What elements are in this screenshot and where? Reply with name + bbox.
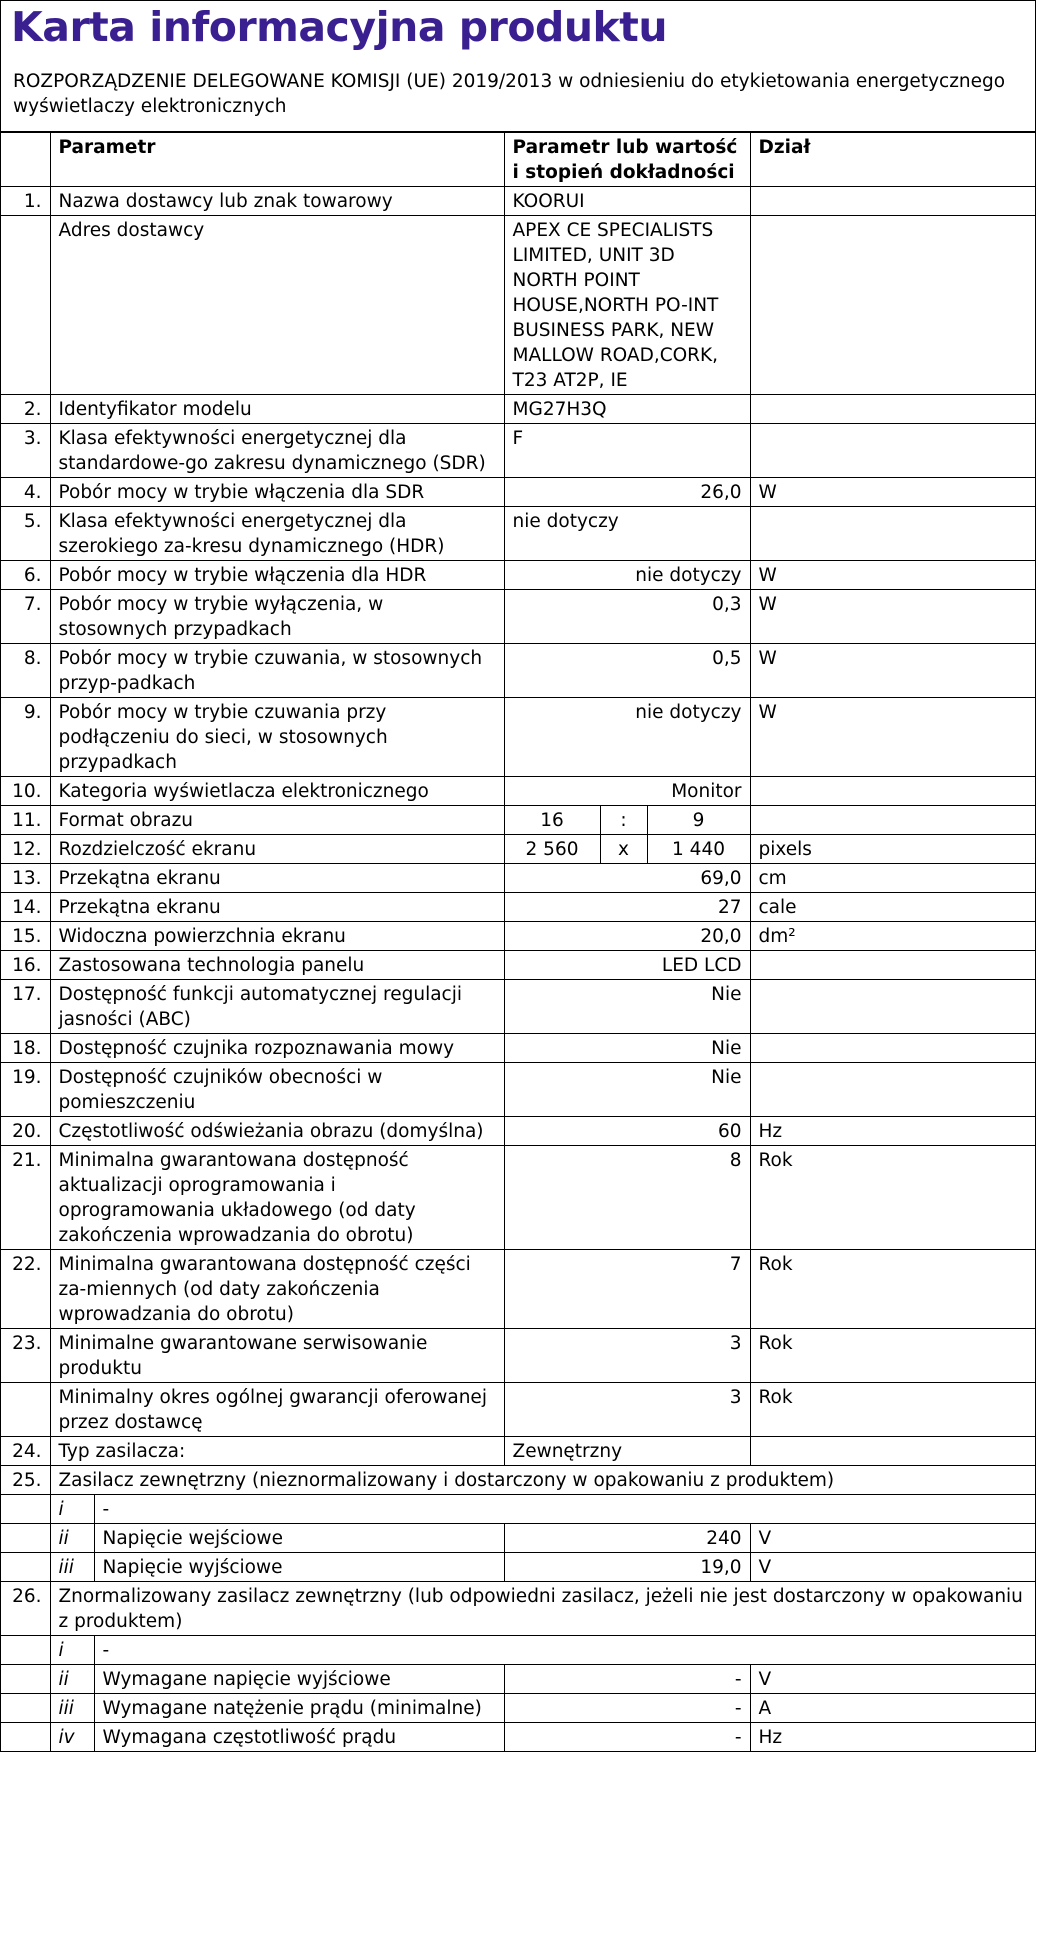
row-number: 2. <box>1 395 50 424</box>
sub-index: iii <box>50 1694 94 1723</box>
row-label: Pobór mocy w trybie czuwania, w stosownych przyp-padkach <box>50 644 504 698</box>
row-value: F <box>504 424 750 478</box>
row-label: Dostępność funkcji automatycznej regulacji jasności (ABC) <box>50 980 504 1034</box>
resolution-height: 1 440 <box>647 835 750 864</box>
row-number: 15. <box>1 922 50 951</box>
row-number: 18. <box>1 1034 50 1063</box>
row-label: Rozdzielczość ekranu <box>50 835 504 864</box>
row-label: Pobór mocy w trybie wyłączenia, w stosownych przypadkach <box>50 590 504 644</box>
row-value: APEX CE SPECIALISTS LIMITED, UNIT 3D NORTH POINT HOUSE,NORTH PO-INT BUSINESS PARK, NEW MALLOW ROAD,CORK, T23 AT2P, IE <box>504 216 750 395</box>
table-row <box>1 424 1035 478</box>
row-label: Minimalna gwarantowana dostępność aktualizacji oprogramowania i oprogramowania układowego (od daty zakończenia wprowadzania do obrotu) <box>50 1146 504 1250</box>
row-unit: Hz <box>750 1117 1035 1146</box>
row-number: 17. <box>1 980 50 1034</box>
row-value: LED LCD <box>504 951 750 980</box>
row-unit: W <box>750 561 1035 590</box>
row-unit <box>750 216 1035 395</box>
sub-row <box>1 1553 1035 1582</box>
section-row-25 <box>1 1466 1035 1495</box>
row-value: nie dotyczy <box>504 561 750 590</box>
row-label: Adres dostawcy <box>50 216 504 395</box>
table-row <box>1 187 1035 216</box>
table-row <box>1 835 1035 864</box>
row-number: 22. <box>1 1250 50 1329</box>
row-value: KOORUI <box>504 187 750 216</box>
row-label: Format obrazu <box>50 806 504 835</box>
row-unit: dm² <box>750 922 1035 951</box>
row-number <box>1 1636 50 1665</box>
row-label: Kategoria wyświetlacza elektronicznego <box>50 777 504 806</box>
row-value: Monitor <box>504 777 750 806</box>
sub-label: Wymagana częstotliwość prądu <box>94 1723 504 1752</box>
sub-index: iv <box>50 1723 94 1752</box>
row-number: 14. <box>1 893 50 922</box>
row-unit <box>750 951 1035 980</box>
row-number: 11. <box>1 806 50 835</box>
sub-unit: V <box>750 1553 1035 1582</box>
row-number: 10. <box>1 777 50 806</box>
sub-label: Napięcie wyjściowe <box>94 1553 504 1582</box>
row-unit: Rok <box>750 1329 1035 1383</box>
row-label: Przekątna ekranu <box>50 893 504 922</box>
table-row <box>1 507 1035 561</box>
row-value: 0,5 <box>504 644 750 698</box>
row-label: Minimalna gwarantowana dostępność części za-miennych (od daty zakończenia wprowadzania do obrotu) <box>50 1250 504 1329</box>
row-unit <box>750 980 1035 1034</box>
row-unit <box>750 507 1035 561</box>
section-label: Znormalizowany zasilacz zewnętrzny (lub odpowiedni zasilacz, jeżeli nie jest dostarczony w opakowaniu z produktem) <box>50 1582 1035 1636</box>
row-unit <box>750 806 1035 835</box>
table-row <box>1 777 1035 806</box>
row-number: 6. <box>1 561 50 590</box>
row-value: Zewnętrzny <box>504 1437 750 1466</box>
row-unit <box>750 1034 1035 1063</box>
row-value: 27 <box>504 893 750 922</box>
row-label: Pobór mocy w trybie czuwania przy podłączeniu do sieci, w stosownych przypadkach <box>50 698 504 777</box>
sub-label: - <box>94 1636 1035 1665</box>
row-unit: Rok <box>750 1146 1035 1250</box>
table-header-row <box>1 133 1035 187</box>
table-row <box>1 980 1035 1034</box>
table-row <box>1 1146 1035 1250</box>
sub-unit: V <box>750 1524 1035 1553</box>
sub-value: 19,0 <box>504 1553 750 1582</box>
row-value: 8 <box>504 1146 750 1250</box>
sub-row <box>1 1723 1035 1752</box>
table-row <box>1 1063 1035 1117</box>
sub-row <box>1 1636 1035 1665</box>
row-value: 60 <box>504 1117 750 1146</box>
header-value: Parametr lub wartość i stopień dokładności <box>504 133 750 187</box>
sub-value: 240 <box>504 1524 750 1553</box>
row-unit: W <box>750 478 1035 507</box>
sub-row <box>1 1665 1035 1694</box>
row-number: 20. <box>1 1117 50 1146</box>
row-number <box>1 1553 50 1582</box>
table-row <box>1 951 1035 980</box>
row-label: Dostępność czujników obecności w pomieszczeniu <box>50 1063 504 1117</box>
table-row <box>1 1329 1035 1383</box>
sub-label: - <box>94 1495 1035 1524</box>
sub-row <box>1 1524 1035 1553</box>
regulation-reference: ROZPORZĄDZENIE DELEGOWANE KOMISJI (UE) 2019/2013 w odniesieniu do etykietowania energetycznego wyświetlaczy elektronicznych <box>1 53 1035 132</box>
aspect-height: 9 <box>647 806 750 835</box>
header-unit: Dział <box>750 133 1035 187</box>
sub-row <box>1 1694 1035 1723</box>
row-label: Typ zasilacza: <box>50 1437 504 1466</box>
sub-label: Wymagane napięcie wyjściowe <box>94 1665 504 1694</box>
table-row <box>1 893 1035 922</box>
table-row <box>1 590 1035 644</box>
table-row <box>1 1117 1035 1146</box>
row-number: 25. <box>1 1466 50 1495</box>
page-title: Karta informacyjna produktu <box>11 3 668 51</box>
sub-index: iii <box>50 1553 94 1582</box>
sub-value: - <box>504 1694 750 1723</box>
sub-index: ii <box>50 1524 94 1553</box>
row-number <box>1 1665 50 1694</box>
row-number: 16. <box>1 951 50 980</box>
sub-index: i <box>50 1495 94 1524</box>
row-value: Nie <box>504 980 750 1034</box>
sub-row <box>1 1495 1035 1524</box>
row-unit: cale <box>750 893 1035 922</box>
sub-value: - <box>504 1665 750 1694</box>
sub-unit: V <box>750 1665 1035 1694</box>
row-label: Minimalny okres ogólnej gwarancji oferowanej przez dostawcę <box>50 1383 504 1437</box>
row-unit: W <box>750 698 1035 777</box>
sub-unit: Hz <box>750 1723 1035 1752</box>
parameters-table <box>1 132 1035 1752</box>
row-number <box>1 1694 50 1723</box>
row-number: 4. <box>1 478 50 507</box>
aspect-width: 16 <box>504 806 600 835</box>
sub-label: Napięcie wejściowe <box>94 1524 504 1553</box>
sub-index: ii <box>50 1665 94 1694</box>
row-label: Nazwa dostawcy lub znak towarowy <box>50 187 504 216</box>
row-value: Nie <box>504 1063 750 1117</box>
table-row <box>1 698 1035 777</box>
row-label: Identyfikator modelu <box>50 395 504 424</box>
row-label: Dostępność czujnika rozpoznawania mowy <box>50 1034 504 1063</box>
row-unit: cm <box>750 864 1035 893</box>
row-number <box>1 1495 50 1524</box>
row-number: 21. <box>1 1146 50 1250</box>
row-label: Przekątna ekranu <box>50 864 504 893</box>
row-value: nie dotyczy <box>504 507 750 561</box>
row-number: 3. <box>1 424 50 478</box>
row-number: 26. <box>1 1582 50 1636</box>
table-row <box>1 395 1035 424</box>
table-row <box>1 864 1035 893</box>
row-unit <box>750 424 1035 478</box>
row-value: 0,3 <box>504 590 750 644</box>
row-unit: Rok <box>750 1250 1035 1329</box>
row-label: Minimalne gwarantowane serwisowanie produktu <box>50 1329 504 1383</box>
row-number <box>1 1723 50 1752</box>
table-row <box>1 922 1035 951</box>
row-unit <box>750 187 1035 216</box>
row-unit: W <box>750 644 1035 698</box>
row-value: 20,0 <box>504 922 750 951</box>
row-number <box>1 1524 50 1553</box>
header-parameter: Parametr <box>50 133 504 187</box>
table-row <box>1 216 1035 395</box>
row-label: Częstotliwość odświeżania obrazu (domyślna) <box>50 1117 504 1146</box>
row-number: 24. <box>1 1437 50 1466</box>
resolution-separator: x <box>600 835 647 864</box>
row-number: 7. <box>1 590 50 644</box>
row-label: Klasa efektywności energetycznej dla szerokiego za-kresu dynamicznego (HDR) <box>50 507 504 561</box>
row-unit <box>750 395 1035 424</box>
row-value: 7 <box>504 1250 750 1329</box>
row-number: 1. <box>1 187 50 216</box>
row-value: 3 <box>504 1383 750 1437</box>
table-row <box>1 1034 1035 1063</box>
row-value: 26,0 <box>504 478 750 507</box>
sub-label: Wymagane natężenie prądu (minimalne) <box>94 1694 504 1723</box>
row-unit: Rok <box>750 1383 1035 1437</box>
row-value: nie dotyczy <box>504 698 750 777</box>
row-label: Pobór mocy w trybie włączenia dla SDR <box>50 478 504 507</box>
sub-unit: A <box>750 1694 1035 1723</box>
table-row <box>1 644 1035 698</box>
table-row <box>1 806 1035 835</box>
row-number: 19. <box>1 1063 50 1117</box>
resolution-width: 2 560 <box>504 835 600 864</box>
row-number: 12. <box>1 835 50 864</box>
row-unit <box>750 1063 1035 1117</box>
row-unit: pixels <box>750 835 1035 864</box>
aspect-separator: : <box>600 806 647 835</box>
row-number <box>1 1383 50 1437</box>
row-number: 23. <box>1 1329 50 1383</box>
row-value: 69,0 <box>504 864 750 893</box>
header-num-cell <box>1 133 50 187</box>
row-number <box>1 216 50 395</box>
row-unit <box>750 777 1035 806</box>
table-row <box>1 561 1035 590</box>
section-row-26 <box>1 1582 1035 1636</box>
sub-value: - <box>504 1723 750 1752</box>
row-number: 8. <box>1 644 50 698</box>
table-row <box>1 478 1035 507</box>
sub-index: i <box>50 1636 94 1665</box>
row-unit <box>750 1437 1035 1466</box>
row-number: 13. <box>1 864 50 893</box>
row-number: 5. <box>1 507 50 561</box>
section-label: Zasilacz zewnętrzny (nieznormalizowany i dostarczony w opakowaniu z produktem) <box>50 1466 1035 1495</box>
row-label: Zastosowana technologia panelu <box>50 951 504 980</box>
row-value: Nie <box>504 1034 750 1063</box>
row-label: Pobór mocy w trybie włączenia dla HDR <box>50 561 504 590</box>
table-row <box>1 1437 1035 1466</box>
row-unit: W <box>750 590 1035 644</box>
table-row <box>1 1250 1035 1329</box>
row-value: MG27H3Q <box>504 395 750 424</box>
row-label: Klasa efektywności energetycznej dla standardowe-go zakresu dynamicznego (SDR) <box>50 424 504 478</box>
row-number: 9. <box>1 698 50 777</box>
table-row <box>1 1383 1035 1437</box>
row-label: Widoczna powierzchnia ekranu <box>50 922 504 951</box>
row-value: 3 <box>504 1329 750 1383</box>
